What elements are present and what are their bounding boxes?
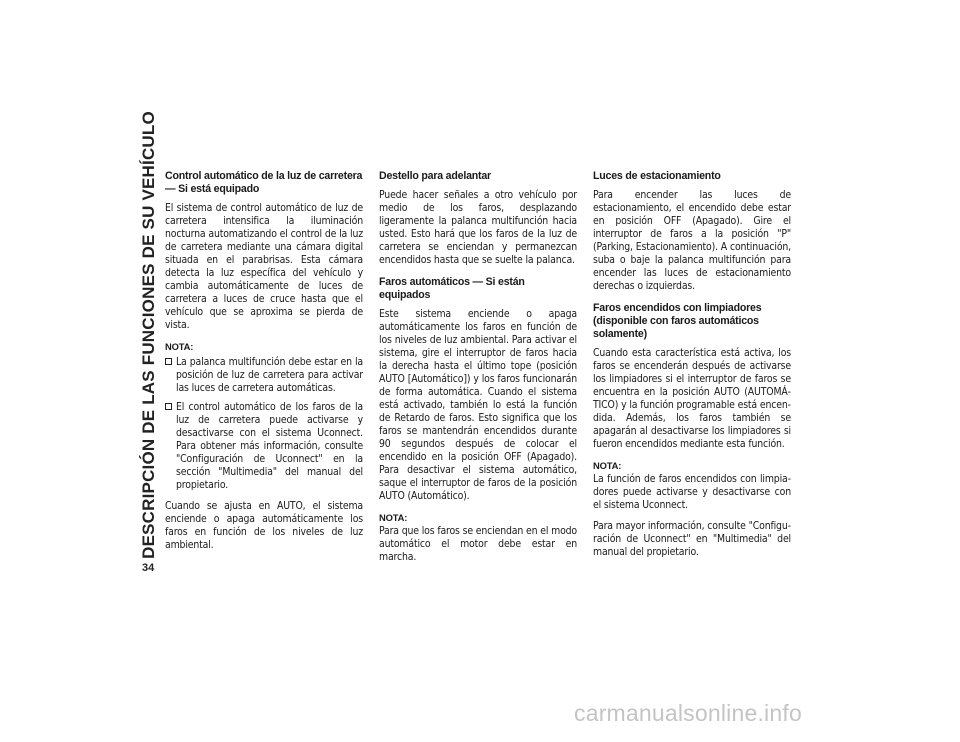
paragraph-parking-lights: Para encender las luces de estacionamiento, el encendido debe estar en posición OFF (Apagado). Gire el interruptor de faros a la posición "P" (Parking, Estacionamiento). A continuación, suba o baje la palanca multifunción para encender las luces de estacionamiento derechas o izquierdas.: [593, 189, 791, 292]
note-bullet-item: [165, 401, 363, 492]
heading-flash-to-pass: Destello para adelantar: [379, 170, 491, 182]
note-bullet-text: El control automático de los faros de la luz de carretera puede activarse y desactivarse con el sistema Uconnect. Para obtener más información, consulte "Configuración de Uconnect" en la sección "Multimedia" del manual del propietario.: [176, 401, 363, 491]
watermark: carmanualsonline.info: [574, 700, 802, 726]
column-1: [165, 170, 363, 560]
square-bullet-icon: [165, 403, 172, 410]
square-bullet-icon: [165, 358, 172, 365]
paragraph-more-info: Para mayor información, consulte "Configuración de Uconnect" en "Multimedia" del manual del propietario.: [593, 520, 791, 558]
paragraph-automatic-headlights: Este sistema enciende o apaga automáticamente los faros en función de los niveles de luz ambiental. Para activar el sistema, gire el interruptor de faros hacia la derecha hasta el último tope (posición AUTO [Automático]) y los faros funcionarán de forma automática. Cuando el sistema está activado, también lo está la función de Retardo de faros. Esto significa que los faros se mantendrán encendidos durante 90 segundos después de colocar el encendido en la posición OFF (Apagado). Para desactivar el sistema automático, saque el interruptor de faros de la posición AUTO (Automático).: [379, 308, 577, 502]
note-block: [593, 459, 791, 512]
note-block: [379, 511, 577, 564]
section-side-title-text: DESCRIPCIÓN DE LAS FUNCIONES DE SU VEHÍCULO: [139, 111, 158, 559]
column-3: [593, 170, 791, 567]
paragraph-headlights-with-wipers: Cuando esta característica está activa, los faros se encenderán después de activarse los limpiadores si el interruptor de faros se encuentra en la posición AUTO (AUTOMÁTICO) y la función programable está encendida. Además, los faros también se apagarán al desactivarse los limpiadores si fueron encendidos mediante esta función.: [593, 347, 791, 450]
note-label: NOTA:: [165, 341, 194, 352]
page-number: 34: [142, 562, 155, 574]
column-2: [379, 170, 577, 572]
note-bullet-list: [165, 356, 363, 492]
heading-headlights-with-wipers: Faros encendidos con limpiadores (disponible con faros automáticos solamente): [593, 302, 762, 340]
section-side-title: [138, 111, 160, 559]
note-text: Para que los faros se enciendan en el modo automático el motor debe estar en marcha.: [379, 525, 577, 563]
heading-auto-high-beam: Control automático de la luz de carretera — Si está equipado: [165, 170, 363, 195]
note-label: NOTA:: [379, 512, 408, 523]
note-label: NOTA:: [593, 460, 622, 471]
paragraph-auto-mode: Cuando se ajusta en AUTO, el sistema enciende o apaga automáticamente los faros en función de los niveles de luz ambiental.: [165, 500, 363, 551]
note-bullet-item: [165, 356, 363, 395]
paragraph-flash-to-pass: Puede hacer señales a otro vehículo por medio de los faros, desplazando ligeramente la palanca multifunción hacia usted. Esto hará que los faros de la luz de carretera se enciendan y permanezcan encendidos hasta que se suelte la palanca.: [379, 189, 577, 266]
heading-parking-lights: Luces de estacionamiento: [593, 170, 721, 182]
heading-automatic-headlights: Faros automáticos — Si están equipados: [379, 276, 525, 301]
paragraph-auto-high-beam: El sistema de control automático de luz de carretera intensifica la iluminación nocturna automatizando el control de la luz de carretera mediante una cámara digital situada en el parabrisas. Esta cámara detecta la luz específica del vehículo y cambia automáticamente de luces de carretera a luces de cruce hasta que el vehículo que se aproxima se pierda de vista.: [165, 202, 363, 331]
note-text: La función de faros encendidos con limpiadores puede activarse y desactivarse con el sistema Uconnect.: [593, 473, 791, 511]
note-bullet-text: La palanca multifunción debe estar en la posición de luz de carretera para activar las luces de carretera automáticas.: [176, 356, 363, 394]
